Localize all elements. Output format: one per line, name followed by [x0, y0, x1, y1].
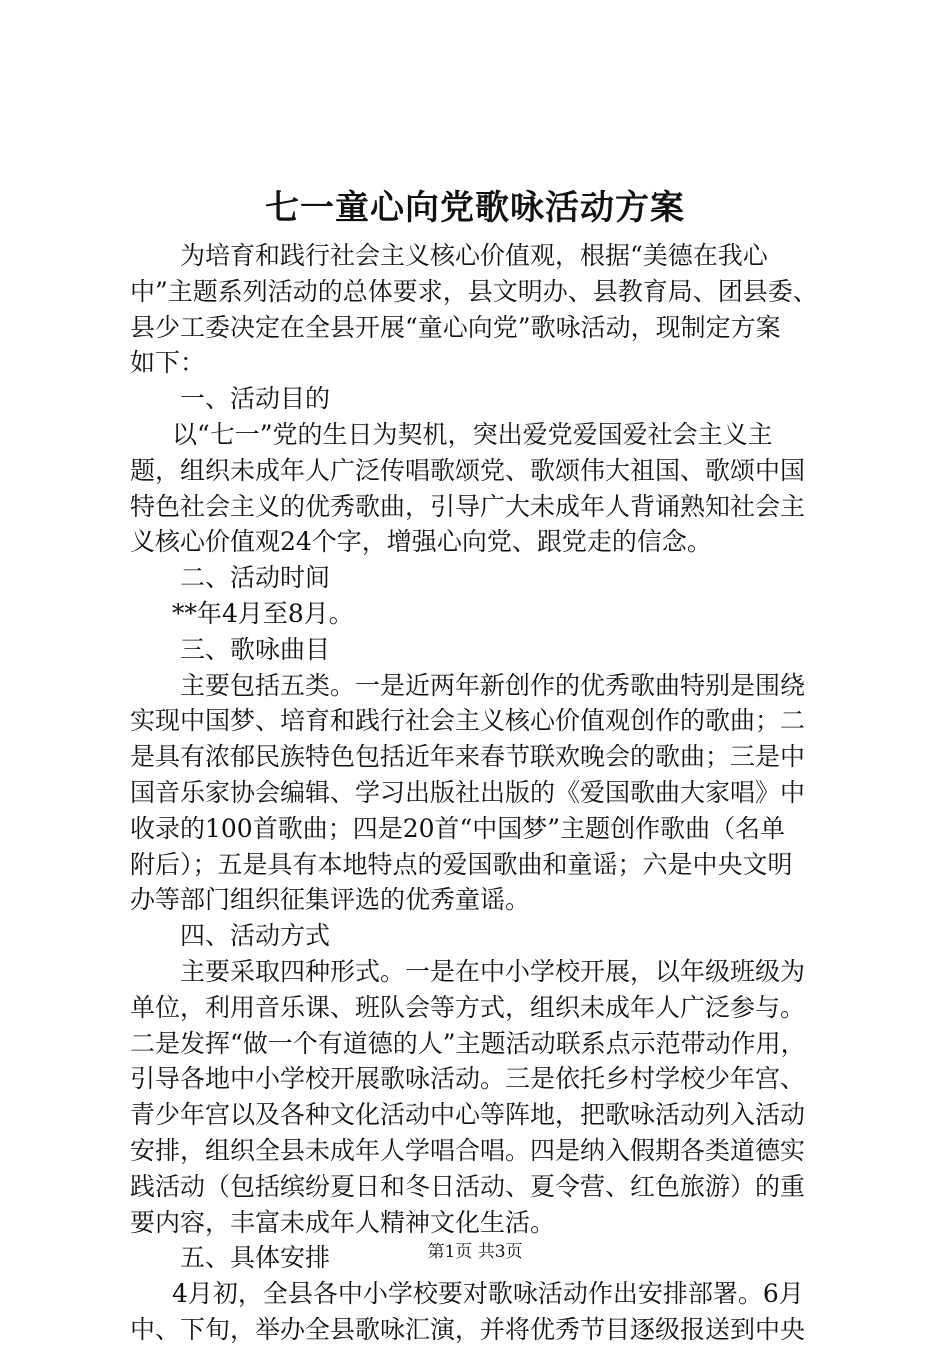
paragraph-line: 收录的100首歌曲；四是20首“中国梦”主题创作歌曲（名单 [130, 813, 786, 843]
paragraph-line: 青少年宫以及各种文化活动中心等阵地，把歌咏活动列入活动 [130, 1100, 806, 1130]
paragraph-line: 4月初，全县各中小学校要对歌咏活动作出安排部署。6月 [172, 1279, 804, 1309]
paragraph-line: 主要采取四种形式。一是在中小学校开展，以年级班级为 [180, 956, 806, 986]
paragraph-line: 主要包括五类。一是近两年新创作的优秀歌曲特别是围绕 [180, 670, 806, 700]
paragraph-line: 安排，组织全县未成年人学唱合唱。四是纳入假期各类道德实 [130, 1135, 806, 1165]
paragraph-line: 中”主题系列活动的总体要求，县文明办、县教育局、团县委、 [130, 276, 818, 306]
page-number-footer: 第1页 共3页 [427, 1242, 523, 1262]
section-heading: 三、歌咏曲目 [180, 634, 331, 664]
section-heading: 一、活动目的 [180, 384, 331, 414]
paragraph-line: 是具有浓郁民族特色包括近年来春节联欢晚会的歌曲；三是中 [130, 742, 806, 772]
paragraph-line: 以“七一”党的生日为契机，突出爱党爱国爱社会主义主 [172, 419, 773, 449]
paragraph-line: 为培育和践行社会主义核心价值观，根据“美德在我心 [180, 241, 768, 270]
paragraph-line: 如下： [130, 348, 206, 378]
paragraph-line: 义核心价值观24个字，增强心向党、跟党走的信念。 [130, 527, 712, 557]
paragraph-line: 特色社会主义的优秀歌曲，引导广大未成年人背诵熟知社会主 [130, 491, 806, 521]
paragraph-line: 县少工委决定在全县开展“童心向党”歌咏活动，现制定方案 [130, 312, 781, 342]
section-heading: 二、活动时间 [180, 563, 331, 593]
paragraph-line: 题，组织未成年人广泛传唱歌颂党、歌颂伟大祖国、歌颂中国 [130, 455, 806, 485]
paragraph-line: 中、下旬，举办全县歌咏汇演，并将优秀节目逐级报送到中央 [130, 1314, 806, 1344]
document-body [130, 238, 824, 1348]
paragraph-line: 实现中国梦、培育和践行社会主义核心价值观创作的歌曲；二 [130, 706, 806, 736]
paragraph-line: 引导各地中小学校开展歌咏活动。三是依托乡村学校少年宫、 [130, 1064, 806, 1094]
paragraph-line: 要内容，丰富未成年人精神文化生活。 [130, 1207, 556, 1237]
section-heading: 五、具体安排 [180, 1243, 331, 1273]
paragraph-line: **年4月至8月。 [172, 598, 354, 628]
paragraph-line: 国音乐家协会编辑、学习出版社出版的《爱国歌曲大家唱》中 [130, 777, 806, 807]
paragraph-line: 二是发挥“做一个有道德的人”主题活动联系点示范带动作用， [130, 1028, 806, 1058]
paragraph-line: 附后）；五是具有本地特点的爱国歌曲和童谣；六是中央文明 [130, 849, 793, 879]
section-heading: 四、活动方式 [180, 921, 331, 951]
document-title: 七一童心向党歌咏活动方案 [265, 188, 685, 228]
paragraph-line: 办等部门组织征集评选的优秀童谣。 [130, 885, 531, 915]
paragraph-line: 践活动（包括缤纷夏日和冬日活动、夏令营、红色旅游）的重 [130, 1171, 806, 1201]
paragraph-line: 单位，利用音乐课、班队会等方式，组织未成年人广泛参与。 [130, 992, 806, 1022]
